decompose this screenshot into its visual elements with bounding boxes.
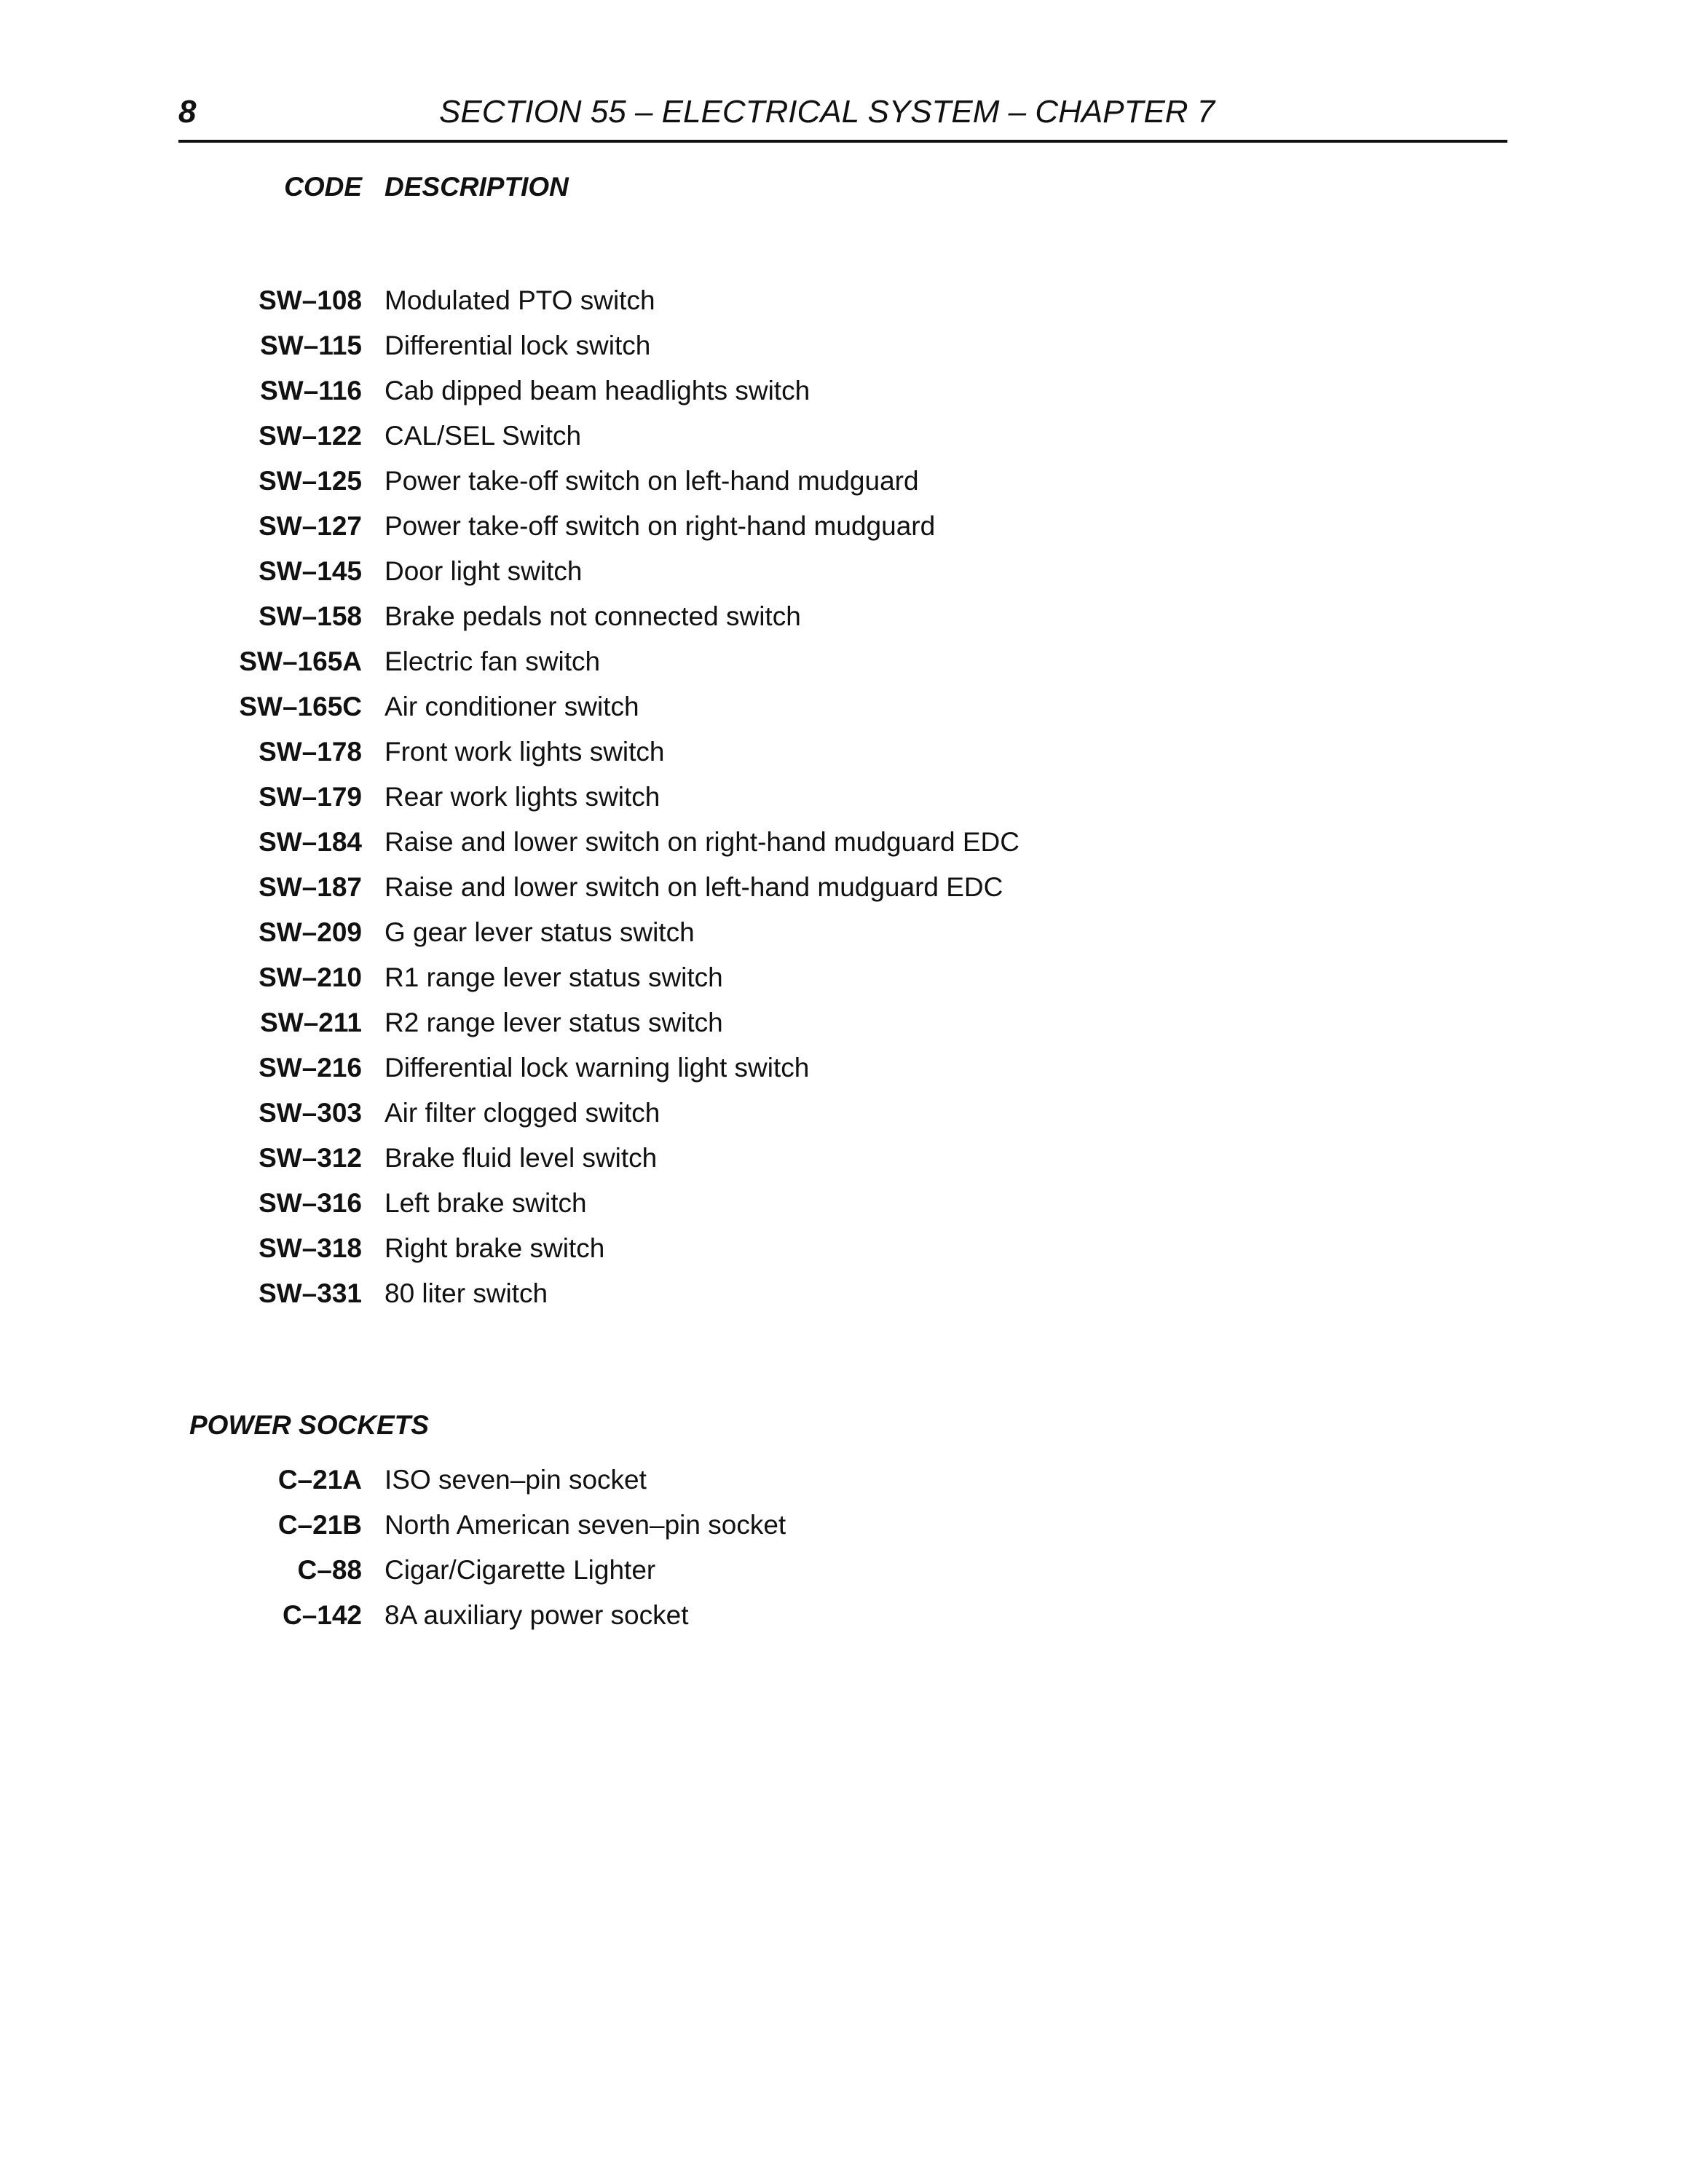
switch-code: SW–210 [259,962,362,992]
switch-code: SW–312 [259,1143,362,1173]
switch-code: SW–216 [259,1053,362,1083]
switch-description: Brake pedals not connected switch [384,601,801,631]
switch-code: SW–116 [260,376,362,405]
switch-code: SW–127 [259,511,362,541]
switch-description: Differential lock switch [384,331,651,360]
socket-description: North American seven–pin socket [384,1510,786,1540]
socket-row [0,1597,1688,1642]
switch-row [0,553,1688,598]
switch-code: SW–184 [259,827,362,857]
switch-row [0,1275,1688,1321]
switch-description: Left brake switch [384,1188,587,1218]
socket-description: Cigar/Cigarette Lighter [384,1555,656,1585]
switch-description: Differential lock warning light switch [384,1053,810,1083]
switch-row [0,689,1688,734]
section-title: SECTION 55 – ELECTRICAL SYSTEM – CHAPTER 7 [439,94,1215,130]
switch-row [0,869,1688,914]
switch-code: SW–179 [259,782,362,812]
switch-row [0,463,1688,508]
switch-row [0,328,1688,373]
switch-row [0,734,1688,779]
switch-description: CAL/SEL Switch [384,421,582,451]
switch-description: Modulated PTO switch [384,285,655,315]
page-number: 8 [178,94,197,130]
switch-row [0,282,1688,328]
switch-row [0,373,1688,418]
switch-code: SW–165C [239,692,362,721]
switch-description: Power take-off switch on left-hand mudguard [384,466,919,496]
socket-description: ISO seven–pin socket [384,1465,647,1495]
switch-code: SW–211 [260,1008,362,1037]
switch-code: SW–187 [259,872,362,902]
switch-row [0,824,1688,869]
socket-row [0,1552,1688,1597]
switch-description: Raise and lower switch on right-hand mudguard EDC [384,827,1019,857]
switch-description: Rear work lights switch [384,782,660,812]
switch-row [0,598,1688,644]
switch-description: 80 liter switch [384,1278,548,1308]
switch-description: G gear lever status switch [384,917,695,947]
switch-code: SW–178 [259,737,362,767]
socket-code: C–21B [277,1510,362,1540]
switch-description: Electric fan switch [384,646,601,676]
code-column-header: CODE [284,172,362,202]
switch-row [0,508,1688,553]
switch-row [0,418,1688,463]
switch-code: SW–316 [259,1188,362,1218]
switch-code: SW–108 [259,285,362,315]
power-sockets-heading: POWER SOCKETS [189,1410,429,1440]
switch-row [0,644,1688,689]
switch-code-list [0,282,1688,1321]
switch-description: Front work lights switch [384,737,665,767]
socket-code: C–21A [277,1465,362,1495]
socket-description: 8A auxiliary power socket [384,1600,689,1630]
socket-code: C–142 [282,1600,362,1630]
switch-code: SW–125 [259,466,362,496]
switch-code: SW–318 [259,1233,362,1263]
switch-description: R1 range lever status switch [384,962,723,992]
switch-code: SW–115 [260,331,362,360]
switch-description: Air filter clogged switch [384,1098,660,1128]
switch-description: R2 range lever status switch [384,1008,723,1037]
switch-description: Power take-off switch on right-hand mudguard [384,511,936,541]
switch-code: SW–331 [259,1278,362,1308]
power-socket-list [0,1462,1688,1642]
switch-description: Door light switch [384,556,583,586]
switch-row [0,1230,1688,1275]
switch-row [0,960,1688,1005]
switch-code: SW–165A [239,646,362,676]
switch-row [0,779,1688,824]
switch-code: SW–158 [259,601,362,631]
description-column-header: DESCRIPTION [384,172,569,202]
switch-row [0,1050,1688,1095]
socket-row [0,1507,1688,1552]
switch-description: Air conditioner switch [384,692,639,721]
switch-code: SW–145 [259,556,362,586]
switch-code: SW–303 [259,1098,362,1128]
socket-code: C–88 [297,1555,362,1585]
switch-description: Brake fluid level switch [384,1143,658,1173]
switch-description: Right brake switch [384,1233,605,1263]
page-header [178,89,1507,143]
switch-row [0,1185,1688,1230]
switch-row [0,1140,1688,1185]
switch-row [0,1005,1688,1050]
switch-row [0,914,1688,960]
switch-description: Raise and lower switch on left-hand mudguard EDC [384,872,1003,902]
switch-code: SW–122 [259,421,362,451]
switch-code: SW–209 [259,917,362,947]
switch-row [0,1095,1688,1140]
switch-description: Cab dipped beam headlights switch [384,376,811,405]
socket-row [0,1462,1688,1507]
